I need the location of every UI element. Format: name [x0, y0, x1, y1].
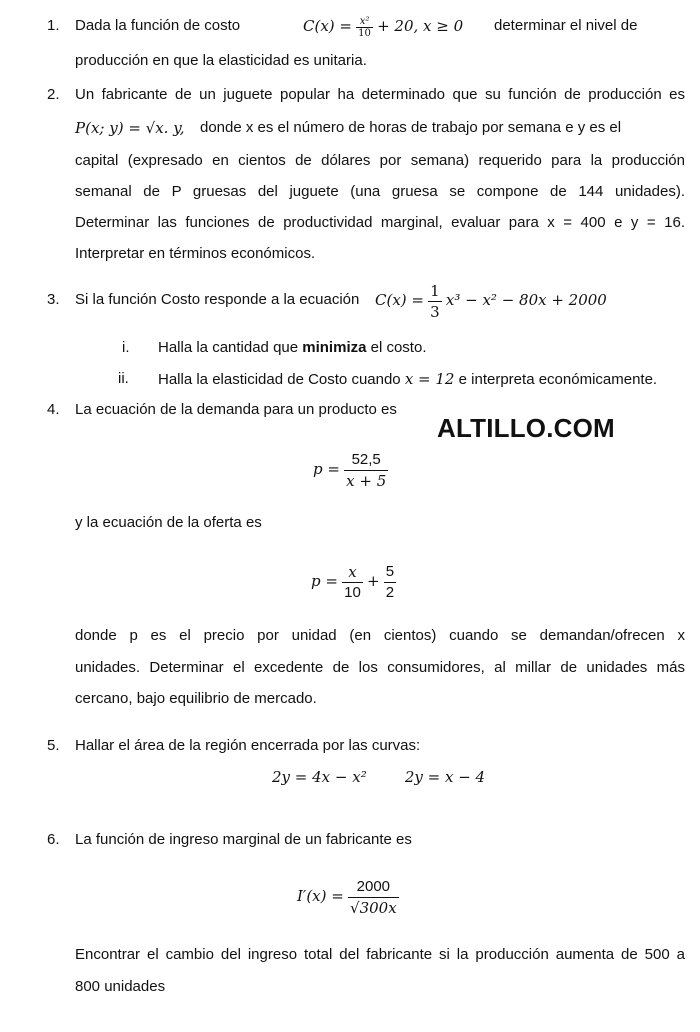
marginal-revenue-equation: I′(x) = $\frac{2000}{√300x}$ [297, 877, 397, 917]
demand-equation: p = $\frac{52,5}{x + 5}$ [313, 450, 387, 490]
problem-4-line3: donde p es el precio por unidad (en cientos) cuando se demandan/ofrecen x [75, 627, 685, 644]
problem-1-formula [303, 6, 463, 47]
problem-2-formula: P(x; y) = √x. y, [75, 119, 185, 137]
problem-2-line6: Interpretar en términos económicos. [75, 245, 316, 262]
problem-6-line3: 800 unidades [75, 978, 166, 995]
problem-2-line2: donde x es el número de horas de trabajo por semana e y es el [200, 119, 622, 136]
problem-2-line3: capital (expresado en cientos de dólares por semana) requerido para la producción [75, 152, 685, 169]
problem-4-line4: unidades. Determinar el excedente de los consumidores, al millar de unidades más [75, 659, 685, 676]
problem-3-item-i: Halla la cantidad que minimiza el costo. [158, 339, 427, 356]
problem-1-line2: producción en que la elasticidad es unitaria. [75, 52, 367, 69]
problem-3-line1: Si la función Costo responde a la ecuación [75, 291, 360, 308]
problem-5-line1: Hallar el área de la región encerrada por las curvas: [75, 737, 421, 754]
watermark: ALTILLO.COM [437, 413, 615, 443]
bold-minimiza: minimiza [302, 339, 367, 356]
cost-fraction: $\frac{\text{x²}}{10}$ [358, 15, 371, 39]
problem-3-item-ii: Halla la elasticidad de Costo cuando x = 12 e interpreta económicamente. [158, 370, 658, 388]
problem-1-text-end: determinar el nivel de [494, 17, 638, 34]
problem-1-number: 1. [47, 17, 60, 34]
problem-2-number: 2. [47, 86, 60, 103]
problem-3-formula: C(x) = $\frac{1}{3}$ x³ − x² − 80x + 2000 [375, 281, 607, 321]
problem-6-number: 6. [47, 831, 60, 848]
problem-2-line5: Determinar las funciones de productividad marginal, evaluar para x = 400 e y = 16. [75, 214, 685, 231]
supply-equation: p = $\frac{x}{10}$ + $\frac{5}{2}$ [311, 562, 395, 601]
problem-2-line4: semanal de P gruesas del juguete (una gruesa se compone de 144 unidades). [75, 183, 685, 200]
problem-2-line1: Un fabricante de un juguete popular ha determinado que su función de producción es [75, 86, 685, 103]
problem-4-number: 4. [47, 401, 60, 418]
problem-5-number: 5. [47, 737, 60, 754]
problem-4-line5: cercano, bajo equilibrio de mercado. [75, 690, 317, 707]
problem-4-line2: y la ecuación de la oferta es [75, 514, 262, 531]
cost-lhs: C(x) = [303, 17, 352, 35]
problem-3-number: 3. [47, 291, 60, 308]
cost-tail: + 20, x ≥ 0 [377, 17, 464, 35]
problem-1-text: Dada la función de costo [75, 17, 241, 34]
problem-5-curves: 2y = 4x − x² 2y = x − 4 [272, 768, 486, 786]
problem-6-line2: Encontrar el cambio del ingreso total del fabricante si la producción aumenta de 500 a [75, 946, 685, 963]
problem-4-line1: La ecuación de la demanda para un producto es [75, 401, 397, 418]
problem-3-item-i-label: i. [122, 339, 130, 356]
problem-6-line1: La función de ingreso marginal de un fabricante es [75, 831, 412, 848]
third-fraction: $\frac{1}{3}$ [430, 281, 440, 321]
problem-3-item-ii-label: ii. [118, 370, 129, 387]
